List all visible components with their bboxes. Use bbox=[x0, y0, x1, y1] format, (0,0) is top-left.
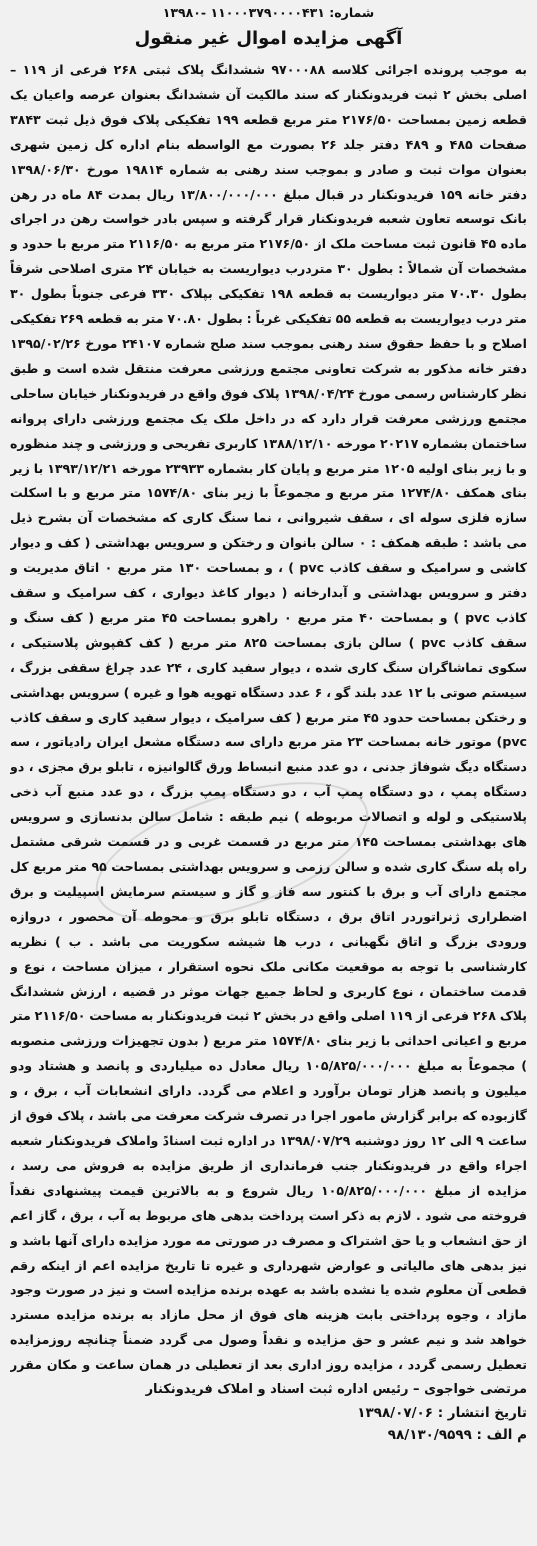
code-value: ۹۸/۱۳۰/۹۵۹۹ bbox=[387, 1427, 472, 1443]
publish-date-label: تاریخ انتشار : bbox=[437, 1405, 527, 1421]
code-line bbox=[10, 1424, 527, 1446]
notice-body: به موجب پرونده اجرائی کلاسه ۹۷۰۰۰۸۸ ششدانگ پلاک ثبتی ۲۶۸ فرعی از ۱۱۹ –اصلی بخش ۲ ثبت فریدونکنار که سند مالکیت آن ششدانگ بعنوان عرصه واعیان یک قطعه زمین بمساحت ۲۱۷۶/۵۰ متر مربع قطعه ۱۹۹ تفکیکی پلاک فوق ذیل ثبت ۳۸۴۳ صفحات ۴۸۵ و ۴۸۹ دفتر جلد ۲۶ بصورت مع الواسطه بنام اداره کل زمین شهری بعنوان موات ثبت و صادر و بموجب سند رهنی به شماره ۱۹۸۱۴ مورخ ۱۳۹۸/۰۶/۳۰ دفتر خانه ۱۵۹ فریدونکنار در قبال مبلغ ۱۳/۸۰۰/۰۰۰/۰۰۰ ریال بمدت ۸۴ ماه در رهن بانک توسعه تعاون شعبه فریدونکنار قرار گرفته و سپس بادر خواست رهن در اجرای ماده ۴۵ قانون ثبت مساحت ملک از ۲۱۷۶/۵۰ متر مربع به ۲۱۱۶/۵۰ متر مربع با حدود و مشخصات آن شمالاً : بطول ۳۰ متردرب دیواریست به خیابان ۲۴ متری اصلاحی شرقاً بطول ۷۰.۳۰ متر دیواریست به قطعه ۱۹۸ تفکیکی بپلاک ۳۳۰ فرعی جنوباً بطول ۳۰ متر درب دیواریست به قطعه ۵۵ تفکیکی غرباً : بطول ۷۰.۸۰ متر به قطعه ۲۶۹ تفکیکی اصلاح و با حفظ حقوق سند رهنی بموجب سند صلح شماره ۲۴۱۰۷ مورخ ۱۳۹۵/۰۲/۲۶ دفتر خانه مذکور به شرکت تعاونی مجتمع ورزشی معرفت منتقل شده است و طبق نظر کارشناس رسمی مورخ ۱۳۹۸/۰۴/۲۴ پلاک فوق واقع در فریدونکنار خیابان ساحلی مجتمع ورزشی معرفت قرار دارد که در داخل ملک یک مجتمع ورزشی دارای پروانه ساختمان بشماره ۲۰۲۱۷ مورخه ۱۳۸۸/۱۲/۱۰ کاربری تفریحی و ورزشی و چند منظوره و با زیر بنای اولیه ۱۲۰۵ متر مربع و پایان کار بشماره ۲۳۹۳۳ مورخه ۱۳۹۳/۱۲/۲۱ با زیر بنای همکف ۱۲۷۴/۸۰ متر مربع و مجموعاً با زیر بنای ۱۵۷۴/۸۰ متر مربع و با اسکلت سازه فلزی سوله ای ، سقف شیروانی ، نما سنگ کاری که مشخصات آن بشرح ذیل می باشد : طبقه همکف : ۰ سالن بانوان و رختکن و سرویس بهداشتی ( کف و دیوار کاشی و سرامیک و سقف کاذب pvc ) ، و بمساحت ۱۳۰ متر مربع ۰ اتاق مدیریت و دفتر و سرویس بهداشتی و آبدارخانه ( دیوار کاغذ دیواری ، کف سرامیک و سقف کاذب pvc ) و بمساحت ۴۰ متر مربع ۰ راهرو بمساحت ۴۵ متر مربع ( کف سنگ و سقف کاذب pvc ) سالن بازی بمساحت ۸۲۵ متر مربع ( کف کفپوش پلاستیکی ، سکوی تماشاگران سنگ کاری شده ، دیوار سفید کاری ، ۲۴ عدد چراغ سقفی بزرگ ، سیستم صوتی با ۱۲ عدد بلند گو ، ۶ عدد دستگاه تهویه هوا و غیره ) سرویس بهداشتی و رختکن بمساحت حدود ۴۵ متر مربع ( کف سرامیک ، دیوار سفید کاری و سقف کاذب pvc) موتور خانه بمساحت ۲۳ متر مربع دارای سه دستگاه مشعل ایران رادیاتور ، سه دستگاه دیگ شوفاژ جدنی ، دو عدد منبع انبساط ورق گالوانیزه ، تابلو برق مجزی ، دو دستگاه پمپ ، دو دستگاه پمپ آب ، دو دستگاه پمپ بزرگ ، دو عدد منبع آب ذخی پلاستیکی و لوله و اتصالات مربوطه ) نیم طبقه : شامل سالن بدنسازی و سرویس های بهداشتی بمساحت ۱۴۵ متر مربع در قسمت غربی و در قسمت شرقی مشتمل راه پله سنگ کاری شده و سالن رزمی و سرویس بهداشتی بمساحت ۹۵ متر مربع کل مجتمع دارای آب و برق با کنتور سه فاز و گاز و سیستم سرمایش اسپیلیت و برق اضطراری ژنراتوردر اتاق برق ، دستگاه تابلو برق و محوطه آن محصور ، دروازه ورودی بزرگ و اتاق نگهبانی ، درب ها شیشه سکوریت می باشد . ب ) نظریه کارشناسی با توجه به موقعیت مکانی ملک نحوه استقرار ، میزان مساحت ، نوع و قدمت ساختمان ، نوع کاربری و لحاظ جمیع جهات موثر در قضیه ، ارزش ششدانگ پلاک ۲۶۸ فرعی از ۱۱۹ اصلی واقع در بخش ۲ ثبت فریدونکنار به مساحت ۲۱۱۶/۵۰ متر مربع و اعیانی احداثی با زیر بنای ۱۵۷۴/۸۰ متر مربع ( بدون تجهیزات ورزشی منصوبه ) مجموعاً به مبلغ ۱۰۵/۸۲۵/۰۰۰/۰۰۰ ریال معادل ده میلیاردی و پانصد و هشتاد ودو میلیون و پانصد هزار تومان برآورد و اعلام می گردد. دارای انشعابات آب ، برق ، و گازبوده که برابر گزارش مامور اجرا در تصرف شرکت معرفت می باشد ، پلاک فوق از ساعت ۹ الی ۱۲ روز دوشنبه ۱۳۹۸/۰۷/۲۹ در اداره ثبت اسنادً واملاک فریدونکنار شعبه اجراء واقع در فریدونکنار جنب فرمانداری از طریق مزایده به فروش می رسد ، مزایده از مبلغ ۱۰۵/۸۲۵/۰۰۰/۰۰۰ ریال شروع و به بالاترین قیمت پیشنهادی نقداً فروخته می شود . لازم به ذکر است پرداخت بدهی های مربوط به آب ، برق ، گاز اعم از حق انشعاب و یا حق اشتراک و مصرف در صورتی مه مورد مزایده دارای آنها باشد و نیز بدهی های مالیاتی و عوارض شهرداری و غیره تا تاریخ مزایده اعم از اینکه رقم قطعی آن معلوم شده یا نشده باشد به عهده برنده مزایده است و نیز در صورت وجود مازاد ، وجوه پرداختی بابت هزینه های فوق از محل مازاد به برنده مزایده مسترد خواهد شد و نیم عشر و حق مزایده و نقداً وصول می گردد ضمناً چنانچه روزمزایده تعطیل رسمی گردد ، مزایده روز اداری بعد از تعطیلی در همان ساعت و مکان مقرر bbox=[10, 62, 527, 1373]
code-label: م الف : bbox=[476, 1427, 527, 1443]
notice-signature: مرتضی خواجوی – رئیس اداره ثبت اسناد و املاک فریدونکنار bbox=[145, 1382, 527, 1397]
publish-date-line bbox=[10, 1402, 527, 1424]
publish-date: ۱۳۹۸/۰۷/۰۶ bbox=[357, 1405, 433, 1421]
notice-number: شماره: ۱۱۰۰۰۳۷۹۰۰۰۰۴۳۱ -۱۳۹۸۰ bbox=[162, 5, 375, 20]
notice-title: آگهی مزایده اموال غیر منقول bbox=[134, 28, 403, 49]
